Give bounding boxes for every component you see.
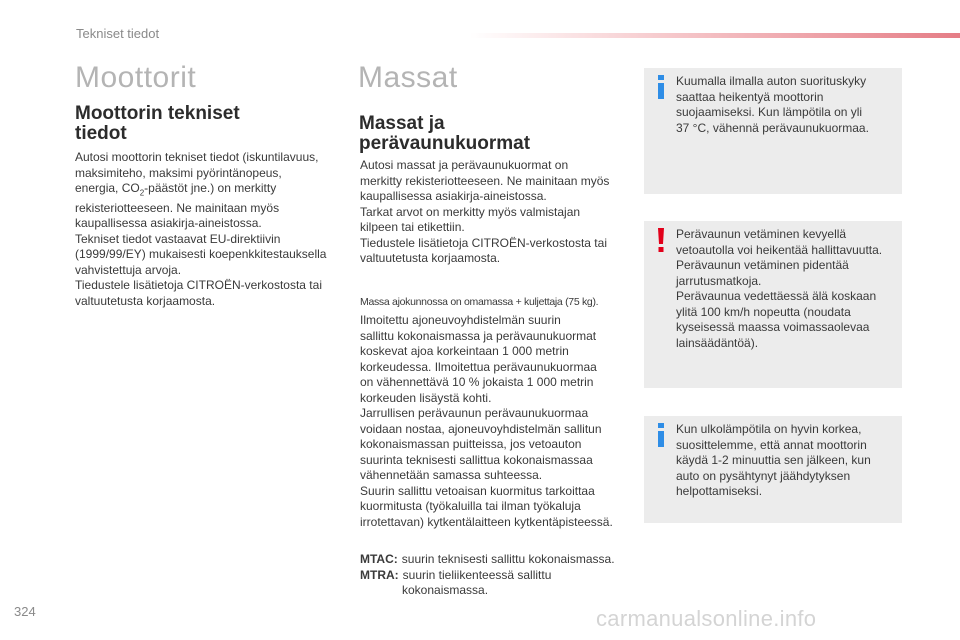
text-line: Autosi massat ja perävaunukuormat on (360, 158, 569, 172)
watermark-text: carmanualsonline.info (596, 606, 817, 631)
text-line: rekisteriotteeseen. Ne mainitaan myös (75, 200, 280, 215)
header-gradient-bar (470, 33, 960, 38)
text-line: kaupallisessa asiakirja-aineistossa. (360, 189, 547, 203)
co2-subscript: 2 (139, 188, 145, 198)
subheading-line: Moottorin tekniset (75, 103, 240, 124)
text-fragment: -päästöt jne.) on merkitty (144, 181, 277, 195)
text-line: Perävaunua vedettäessä älä koskaan (676, 289, 877, 303)
text-line: Perävaunun vetäminen kevyellä (676, 227, 847, 241)
info-note-hot-weather (644, 68, 902, 194)
text-line: merkitty rekisteriotteeseen. Ne mainitaan myös (360, 173, 610, 188)
subheading-line: perävaunukuormat (359, 133, 531, 154)
text-line: suosittelemme, että annat moottorin (676, 437, 867, 452)
text-line: Tekniset tiedot vastaavat EU-direktiivin (75, 231, 281, 246)
subheading-engine-specs (75, 104, 240, 144)
text-line: vähennetään samassa suhteessa. (360, 468, 543, 482)
text-line: Ilmoitettu ajoneuvoyhdistelmän suurin (360, 313, 561, 327)
text-line: vetoautolla voi heikentää hallittavuutta. (676, 242, 883, 257)
text-line: valtuutetusta korjaamosta. (75, 293, 216, 308)
warning-note-towing (644, 221, 902, 388)
text-line: Kun ulkolämpötila on hyvin korkea, (676, 422, 862, 436)
section-title-engines: Moottorit (75, 61, 197, 94)
subheading-masses (359, 114, 530, 154)
text-line: irrotettavan) kytkentälaitteen kytkentäpisteessä. (360, 514, 613, 529)
text-line: korkeuden lisäystä kohti. (360, 390, 492, 405)
text-line: Jarrullisen perävaunun perävaunukuormaa (360, 406, 589, 420)
text-line: Perävaunun vetäminen pidentää (676, 258, 849, 272)
definition-term: MTAC: (360, 552, 398, 566)
text-line: ylitä 100 km/h nopeutta (noudata (676, 304, 851, 319)
text-line: valtuutetusta korjaamosta. (360, 251, 501, 265)
text-line: auto on pysähtynyt jäähdytyksen (676, 468, 851, 483)
text-line: maksimiteho, maksimi pyörintänopeus, (75, 165, 282, 180)
text-line: lainsäädäntöä). (676, 335, 759, 350)
page-number: 324 (14, 604, 36, 619)
text-line: kaupallisessa asiakirja-aineistossa. (75, 216, 262, 231)
note-text (676, 227, 896, 351)
definition-text: suurin teknisesti sallittu kokonaismassa. (401, 552, 615, 566)
text-line: Suurin sallittu vetoaisan kuormitus tarkoittaa (360, 483, 595, 498)
text-line: sallittu kokonaismassa ja perävaunukuormat (360, 328, 597, 343)
note-text (676, 422, 896, 500)
page-header-title: Tekniset tiedot (76, 26, 160, 41)
text-line: saattaa heikentyä moottorin (676, 89, 824, 104)
note-text (676, 74, 896, 136)
text-line: Tiedustele lisätietoja CITROËN-verkostosta tai (360, 235, 607, 250)
text-line: helpottamiseksi. (676, 484, 763, 498)
text-line: kilpeen tai etikettiin. (360, 220, 465, 234)
text-line: (1999/99/EY) mukaisesti koepenkkitestauksella (75, 247, 327, 262)
text-line: Tarkat arvot on merkitty myös valmistajan (360, 204, 581, 219)
text-line: kokonaismassan puitteissa, jos vetoauton (360, 437, 582, 451)
section-title-masses: Massat (358, 61, 458, 94)
condition-paragraph (360, 313, 640, 530)
text-line: käydä 1-2 minuuttia sen jälkeen, kun (676, 453, 871, 467)
definition-term: MTRA: (360, 567, 399, 582)
engine-specs-paragraph (75, 150, 355, 309)
text-line: vahvistettuja arvoja. (75, 262, 182, 277)
definitions-list (360, 552, 640, 599)
text-line: 37 °C, vähennä perävaunukuormaa. (676, 120, 869, 135)
definition-mtac (360, 552, 640, 568)
text-line: voidaan nostaa, ajoneuvoyhdistelmän sallitun (360, 421, 602, 436)
text-line: suojaamiseksi. Kun lämpötila on yli (676, 105, 863, 119)
text-line: koskevat ajoa korkeintaan 1 000 metrin (360, 344, 569, 358)
text-line: jarrutusmatkoja. (676, 273, 762, 288)
text-line (75, 181, 355, 201)
text-line: kyseisessä maassa voimassaolevaa (676, 320, 870, 334)
subheading-line: Massat ja (359, 113, 445, 134)
definition-text: suurin tieliikenteessä sallittu (402, 567, 552, 582)
info-icon (653, 422, 669, 448)
warning-exclamation-icon (653, 227, 669, 253)
info-note-cooling (644, 416, 902, 523)
text-line: Kuumalla ilmalla auton suorituskyky (676, 74, 867, 88)
text-line: Autosi moottorin tekniset tiedot (iskuntilavuus, (75, 150, 319, 164)
masses-paragraph (360, 158, 640, 267)
text-line: Tiedustele lisätietoja CITROËN-verkostosta tai (75, 278, 322, 293)
text-line: on vähennettävä 10 % jokaista 1 000 metrin (360, 375, 594, 389)
definition-text-continued: kokonaismassa. (402, 583, 489, 597)
text-line: korkeudessa. Ilmoitettua perävaunukuormaa (360, 359, 597, 374)
subheading-line: tiedot (75, 123, 127, 144)
info-icon (653, 74, 669, 100)
definition-mtra (360, 568, 640, 584)
co2-prefix: energia, CO (75, 181, 140, 195)
text-line: kuormitusta (työkaluilla tai ilman työkaluja (360, 499, 581, 513)
condition-heading: Massa ajokunnossa on omamassa + kuljettaja (75 kg). (360, 296, 599, 308)
text-line: suurinta teknisesti sallittua kokonaismassaa (360, 452, 593, 467)
